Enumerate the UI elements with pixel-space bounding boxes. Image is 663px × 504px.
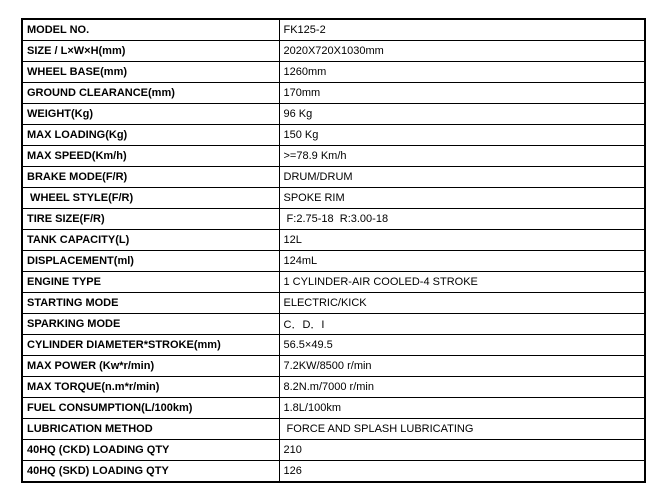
spec-label: TANK CAPACITY(L)	[22, 230, 279, 251]
spec-value: F:2.75-18 R:3.00-18	[279, 209, 645, 230]
spec-label: SPARKING MODE	[22, 314, 279, 335]
spec-row	[22, 440, 645, 461]
spec-row	[22, 19, 645, 41]
spec-label: MAX SPEED(Km/h)	[22, 146, 279, 167]
spec-value: FORCE AND SPLASH LUBRICATING	[279, 419, 645, 440]
spec-value: 210	[279, 440, 645, 461]
spec-value: 124mL	[279, 251, 645, 272]
spec-label: ENGINE TYPE	[22, 272, 279, 293]
spec-value: 150 Kg	[279, 125, 645, 146]
spec-value: FK125-2	[279, 19, 645, 41]
spec-row	[22, 188, 645, 209]
spec-value: 8.2N.m/7000 r/min	[279, 377, 645, 398]
spec-label: MAX TORQUE(n.m*r/min)	[22, 377, 279, 398]
spec-label: STARTING MODE	[22, 293, 279, 314]
spec-label: FUEL CONSUMPTION(L/100km)	[22, 398, 279, 419]
spec-row	[22, 419, 645, 440]
spec-label: MODEL NO.	[22, 19, 279, 41]
spec-row	[22, 398, 645, 419]
spec-row	[22, 314, 645, 335]
spec-label: 40HQ (CKD) LOADING QTY	[22, 440, 279, 461]
spec-value: 1260mm	[279, 62, 645, 83]
spec-value: 170mm	[279, 83, 645, 104]
spec-value: 12L	[279, 230, 645, 251]
spec-row	[22, 377, 645, 398]
spec-row	[22, 461, 645, 483]
spec-row	[22, 125, 645, 146]
spec-label: MAX LOADING(Kg)	[22, 125, 279, 146]
spec-row	[22, 293, 645, 314]
spec-value: 1 CYLINDER-AIR COOLED-4 STROKE	[279, 272, 645, 293]
spec-value: 2020X720X1030mm	[279, 41, 645, 62]
spec-row	[22, 209, 645, 230]
spec-row	[22, 62, 645, 83]
spec-row	[22, 335, 645, 356]
spec-label: GROUND CLEARANCE(mm)	[22, 83, 279, 104]
spec-label: SIZE / L×W×H(mm)	[22, 41, 279, 62]
spec-value: 56.5×49.5	[279, 335, 645, 356]
spec-row	[22, 251, 645, 272]
spec-row	[22, 167, 645, 188]
spec-row	[22, 41, 645, 62]
spec-value: SPOKE RIM	[279, 188, 645, 209]
spec-value: 7.2KW/8500 r/min	[279, 356, 645, 377]
spec-row	[22, 272, 645, 293]
spec-value: >=78.9 Km/h	[279, 146, 645, 167]
spec-label: MAX POWER (Kw*r/min)	[22, 356, 279, 377]
spec-value: C．D．I	[279, 314, 645, 335]
spec-label: TIRE SIZE(F/R)	[22, 209, 279, 230]
spec-label: WHEEL STYLE(F/R)	[22, 188, 279, 209]
spec-value: DRUM/DRUM	[279, 167, 645, 188]
spec-row	[22, 230, 645, 251]
spec-label: WHEEL BASE(mm)	[22, 62, 279, 83]
spec-label: LUBRICATION METHOD	[22, 419, 279, 440]
spec-row	[22, 356, 645, 377]
spec-row	[22, 146, 645, 167]
spec-row	[22, 83, 645, 104]
spec-value: 1.8L/100km	[279, 398, 645, 419]
spec-label: DISPLACEMENT(ml)	[22, 251, 279, 272]
spec-table-body	[22, 19, 645, 482]
spec-value: 96 Kg	[279, 104, 645, 125]
spec-value: 126	[279, 461, 645, 483]
spec-row	[22, 104, 645, 125]
spec-label: CYLINDER DIAMETER*STROKE(mm)	[22, 335, 279, 356]
spec-label: 40HQ (SKD) LOADING QTY	[22, 461, 279, 483]
spec-label: BRAKE MODE(F/R)	[22, 167, 279, 188]
spec-table	[21, 18, 646, 483]
spec-label: WEIGHT(Kg)	[22, 104, 279, 125]
spec-value: ELECTRIC/KICK	[279, 293, 645, 314]
